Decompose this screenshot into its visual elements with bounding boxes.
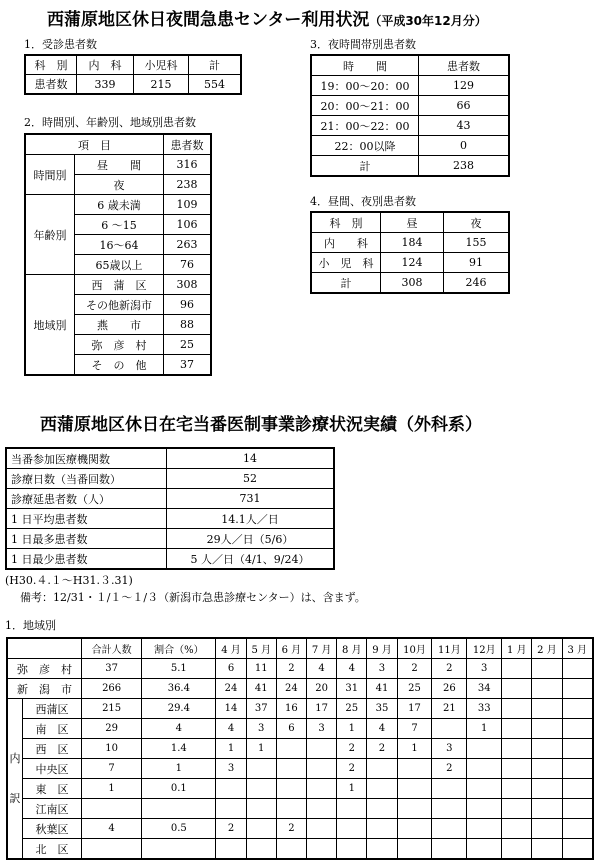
value-cell: 0.1: [142, 779, 216, 799]
header-cell: 小児科: [134, 55, 189, 75]
value-cell: [307, 759, 337, 779]
value-cell: 43: [419, 116, 510, 136]
value-cell: 14: [216, 699, 246, 719]
header-cell: 10月: [397, 638, 432, 659]
value-cell: 29.4: [142, 699, 216, 719]
value-cell: [562, 759, 593, 779]
value-cell: [276, 779, 306, 799]
value-cell: [502, 779, 532, 799]
row-label: 西 区: [23, 739, 82, 759]
value-cell: [502, 799, 532, 819]
value-cell: 238: [164, 175, 212, 195]
table-row: [311, 273, 509, 294]
table-row: [7, 779, 593, 799]
note-text: 備考：12/31・１/１～１/３（新潟市急患診療センター）は、含まず。: [20, 591, 366, 604]
value-cell: [562, 699, 593, 719]
sec4-label: 4．昼間、夜別患者数: [310, 195, 416, 208]
value-cell: 41: [367, 679, 397, 699]
value-cell: 7: [82, 759, 142, 779]
value-cell: 66: [419, 96, 510, 116]
value-cell: 1: [337, 779, 367, 799]
table-row: [7, 679, 593, 699]
row-label: 小 児 科: [311, 253, 381, 273]
header-cell: 患者数: [419, 55, 510, 76]
value-cell: 11: [246, 659, 276, 679]
value-cell: 0.5: [142, 819, 216, 839]
value-cell: 3: [246, 719, 276, 739]
value-cell: 155: [444, 233, 510, 253]
header-cell: 5 月: [246, 638, 276, 659]
header-cell: 科 別: [25, 55, 77, 75]
value-cell: 21: [432, 699, 467, 719]
header-cell: 項 目: [25, 134, 164, 155]
header-cell: 11月: [432, 638, 467, 659]
value-cell: 109: [164, 195, 212, 215]
value-cell: [307, 779, 337, 799]
value-cell: [432, 779, 467, 799]
page-title: [47, 5, 487, 30]
value-cell: 14.1人／日: [167, 509, 335, 529]
value-cell: [562, 779, 593, 799]
value-cell: [532, 759, 562, 779]
value-cell: [502, 699, 532, 719]
value-cell: 5 人／日（4/1、9/24）: [167, 549, 335, 570]
value-cell: [246, 759, 276, 779]
uchiwake-label: 内訳: [7, 699, 23, 860]
value-cell: 37: [82, 659, 142, 679]
value-cell: 1: [467, 719, 502, 739]
value-cell: [397, 839, 432, 860]
value-cell: [367, 799, 397, 819]
value-cell: 29人／日（5/6）: [167, 529, 335, 549]
table-row: [311, 136, 509, 156]
group-label: 地域別: [25, 275, 75, 376]
value-cell: 339: [77, 75, 134, 95]
value-cell: [367, 819, 397, 839]
header-cell: 1 月: [502, 638, 532, 659]
value-cell: 6: [216, 659, 246, 679]
value-cell: [467, 819, 502, 839]
table-row: [25, 75, 241, 95]
row-label: 計: [311, 156, 419, 177]
sec4-table: [310, 211, 510, 294]
value-cell: 2: [337, 739, 367, 759]
row-label: 内 科: [311, 233, 381, 253]
table-row: [7, 819, 593, 839]
row-label: 当番参加医療機関数: [6, 448, 167, 469]
row-label: 診療日数（当番回数）: [6, 469, 167, 489]
value-cell: 17: [397, 699, 432, 719]
value-cell: [432, 819, 467, 839]
value-cell: 14: [167, 448, 335, 469]
value-cell: 215: [82, 699, 142, 719]
table-row: [6, 448, 334, 469]
region-table: [6, 637, 594, 860]
value-cell: 308: [164, 275, 212, 295]
value-cell: 4: [307, 659, 337, 679]
value-cell: 308: [381, 273, 444, 294]
value-cell: 106: [164, 215, 212, 235]
value-cell: [467, 799, 502, 819]
header-cell: 割合（%）: [142, 638, 216, 659]
value-cell: [532, 819, 562, 839]
table-row: [311, 116, 509, 136]
value-cell: 1: [397, 739, 432, 759]
value-cell: 41: [246, 679, 276, 699]
value-cell: [432, 719, 467, 739]
row-label: 患者数: [25, 75, 77, 95]
value-cell: [562, 739, 593, 759]
value-cell: [367, 839, 397, 860]
row-label: 22：00以降: [311, 136, 419, 156]
value-cell: 3: [307, 719, 337, 739]
value-cell: [216, 799, 246, 819]
table-row: [7, 759, 593, 779]
value-cell: 3: [467, 659, 502, 679]
table-row: [311, 156, 509, 177]
sec3-table: [310, 54, 510, 177]
value-cell: 76: [164, 255, 212, 275]
value-cell: [467, 759, 502, 779]
value-cell: [307, 739, 337, 759]
value-cell: [337, 839, 367, 860]
table-row: [25, 275, 211, 295]
row-label: 1 日最少患者数: [6, 549, 167, 570]
value-cell: [367, 779, 397, 799]
value-cell: 16: [276, 699, 306, 719]
value-cell: 29: [82, 719, 142, 739]
value-cell: [502, 719, 532, 739]
value-cell: 2: [276, 819, 306, 839]
value-cell: [562, 819, 593, 839]
table-row: [7, 659, 593, 679]
row-label: 弥 彦 村: [7, 659, 82, 679]
value-cell: 7: [397, 719, 432, 739]
table-row: [7, 638, 593, 659]
value-cell: [397, 759, 432, 779]
row-label: その他新潟市: [75, 295, 164, 315]
value-cell: [562, 799, 593, 819]
table-row: [7, 719, 593, 739]
value-cell: [562, 659, 593, 679]
value-cell: [467, 779, 502, 799]
value-cell: [532, 779, 562, 799]
sec2-table: [24, 133, 212, 376]
value-cell: [502, 659, 532, 679]
value-cell: 5.1: [142, 659, 216, 679]
value-cell: 20: [307, 679, 337, 699]
table-row: [6, 469, 334, 489]
value-cell: [246, 779, 276, 799]
section-title: 西蒲原地区休日在宅当番医制事業診療状況実績（外科系）: [40, 415, 482, 435]
value-cell: [82, 799, 142, 819]
table-row: [311, 55, 509, 76]
value-cell: [562, 839, 593, 860]
sec6-label: 1．地域別: [5, 619, 56, 632]
value-cell: [532, 659, 562, 679]
value-cell: 246: [444, 273, 510, 294]
sec2-label: 2．時間別、年齢別、地域別患者数: [24, 116, 196, 129]
value-cell: 26: [432, 679, 467, 699]
value-cell: 4: [142, 719, 216, 739]
header-cell: 8 月: [337, 638, 367, 659]
value-cell: 184: [381, 233, 444, 253]
value-cell: 4: [367, 719, 397, 739]
value-cell: 37: [164, 355, 212, 376]
title-text: 西蒲原地区休日夜間急患センター利用状況: [47, 10, 370, 30]
value-cell: 1.4: [142, 739, 216, 759]
value-cell: [562, 679, 593, 699]
value-cell: 1: [142, 759, 216, 779]
table-row: [7, 839, 593, 860]
header-cell: 9 月: [367, 638, 397, 659]
value-cell: [142, 799, 216, 819]
value-cell: 1: [246, 739, 276, 759]
value-cell: 266: [82, 679, 142, 699]
value-cell: 129: [419, 76, 510, 96]
value-cell: 2: [432, 659, 467, 679]
table-row: [25, 155, 211, 175]
value-cell: [502, 679, 532, 699]
value-cell: 215: [134, 75, 189, 95]
value-cell: [246, 799, 276, 819]
value-cell: 1: [82, 779, 142, 799]
value-cell: 731: [167, 489, 335, 509]
sec1-table: [24, 54, 242, 95]
table-row: [6, 549, 334, 570]
row-label: 16～64: [75, 235, 164, 255]
header-cell: 時 間: [311, 55, 419, 76]
header-cell: 患者数: [164, 134, 212, 155]
value-cell: 24: [216, 679, 246, 699]
value-cell: 25: [397, 679, 432, 699]
value-cell: [502, 839, 532, 860]
value-cell: 263: [164, 235, 212, 255]
header-cell: 7 月: [307, 638, 337, 659]
row-label: 20：00～21：00: [311, 96, 419, 116]
value-cell: [397, 779, 432, 799]
value-cell: [276, 839, 306, 860]
header-cell: [7, 638, 82, 659]
value-cell: [276, 799, 306, 819]
table-row: [6, 509, 334, 529]
row-label: 弥 彦 村: [75, 335, 164, 355]
header-cell: 計: [189, 55, 242, 75]
value-cell: 238: [419, 156, 510, 177]
row-label: 昼 間: [75, 155, 164, 175]
value-cell: 88: [164, 315, 212, 335]
row-label: 南 区: [23, 719, 82, 739]
value-cell: 35: [367, 699, 397, 719]
table-row: [6, 489, 334, 509]
value-cell: 3: [432, 739, 467, 759]
value-cell: [337, 819, 367, 839]
value-cell: 52: [167, 469, 335, 489]
value-cell: [216, 779, 246, 799]
row-label: 西 蒲 区: [75, 275, 164, 295]
row-label: 燕 市: [75, 315, 164, 335]
table-row: [6, 529, 334, 549]
value-cell: [307, 839, 337, 860]
row-label: 東 区: [23, 779, 82, 799]
value-cell: 33: [467, 699, 502, 719]
value-cell: [246, 819, 276, 839]
value-cell: [432, 839, 467, 860]
header-cell: 2 月: [532, 638, 562, 659]
value-cell: 1: [337, 719, 367, 739]
value-cell: [307, 819, 337, 839]
value-cell: [337, 799, 367, 819]
value-cell: 6: [276, 719, 306, 739]
value-cell: 91: [444, 253, 510, 273]
header-cell: 昼: [381, 212, 444, 233]
value-cell: 4: [216, 719, 246, 739]
value-cell: [397, 799, 432, 819]
row-label: 1 日平均患者数: [6, 509, 167, 529]
row-label: 中央区: [23, 759, 82, 779]
table-row: [311, 212, 509, 233]
header-cell: 科 別: [311, 212, 381, 233]
header-cell: 合計人数: [82, 638, 142, 659]
header-cell: 12月: [467, 638, 502, 659]
value-cell: 36.4: [142, 679, 216, 699]
value-cell: [307, 799, 337, 819]
value-cell: [276, 759, 306, 779]
table-row: [25, 55, 241, 75]
value-cell: 4: [82, 819, 142, 839]
header-cell: 夜: [444, 212, 510, 233]
value-cell: [562, 719, 593, 739]
value-cell: 96: [164, 295, 212, 315]
group-label: 時間別: [25, 155, 75, 195]
value-cell: 0: [419, 136, 510, 156]
value-cell: 2: [216, 819, 246, 839]
value-cell: 31: [337, 679, 367, 699]
row-label: 江南区: [23, 799, 82, 819]
value-cell: [82, 839, 142, 860]
value-cell: [502, 759, 532, 779]
title-period: （平成30年12月分）: [369, 14, 487, 28]
table-row: [25, 134, 211, 155]
row-label: 65歳以上: [75, 255, 164, 275]
row-label: 北 区: [23, 839, 82, 860]
value-cell: 2: [367, 739, 397, 759]
table-row: [7, 699, 593, 719]
value-cell: [367, 759, 397, 779]
row-label: 1 日最多患者数: [6, 529, 167, 549]
value-cell: [432, 799, 467, 819]
period-text: (H30.４.１～H31.３.31): [5, 574, 133, 587]
value-cell: [532, 839, 562, 860]
value-cell: [532, 679, 562, 699]
value-cell: [467, 739, 502, 759]
value-cell: [216, 839, 246, 860]
table-row: [7, 739, 593, 759]
header-cell: 6 月: [276, 638, 306, 659]
value-cell: 124: [381, 253, 444, 273]
value-cell: [532, 739, 562, 759]
row-label: 新 潟 市: [7, 679, 82, 699]
value-cell: [532, 799, 562, 819]
group-label: 年齢別: [25, 195, 75, 275]
value-cell: 24: [276, 679, 306, 699]
value-cell: [397, 819, 432, 839]
value-cell: [502, 739, 532, 759]
value-cell: [502, 819, 532, 839]
value-cell: [142, 839, 216, 860]
value-cell: [532, 699, 562, 719]
table-row: [311, 233, 509, 253]
header-cell: 4 月: [216, 638, 246, 659]
value-cell: 1: [216, 739, 246, 759]
table-row: [311, 253, 509, 273]
value-cell: 25: [164, 335, 212, 355]
sec3-label: 3．夜時間帯別患者数: [310, 38, 416, 51]
table-row: [7, 799, 593, 819]
value-cell: 3: [216, 759, 246, 779]
value-cell: 37: [246, 699, 276, 719]
value-cell: 554: [189, 75, 242, 95]
value-cell: 3: [367, 659, 397, 679]
value-cell: 4: [337, 659, 367, 679]
value-cell: 2: [432, 759, 467, 779]
table-row: [311, 76, 509, 96]
row-label: そ の 他: [75, 355, 164, 376]
row-label: 秋葉区: [23, 819, 82, 839]
row-label: 診療延患者数（人）: [6, 489, 167, 509]
row-label: 21：00～22：00: [311, 116, 419, 136]
value-cell: 2: [337, 759, 367, 779]
summary-table: [5, 447, 335, 570]
value-cell: 17: [307, 699, 337, 719]
row-label: 西蒲区: [23, 699, 82, 719]
value-cell: 316: [164, 155, 212, 175]
value-cell: [246, 839, 276, 860]
value-cell: 10: [82, 739, 142, 759]
row-label: 計: [311, 273, 381, 294]
header-cell: 内 科: [77, 55, 134, 75]
value-cell: [467, 839, 502, 860]
row-label: 19：00～20：00: [311, 76, 419, 96]
row-label: 夜: [75, 175, 164, 195]
header-cell: 3 月: [562, 638, 593, 659]
row-label: 6 ～15: [75, 215, 164, 235]
value-cell: 34: [467, 679, 502, 699]
sec1-label: 1．受診患者数: [24, 38, 97, 51]
table-row: [311, 96, 509, 116]
value-cell: 2: [397, 659, 432, 679]
row-label: 6 歳未満: [75, 195, 164, 215]
value-cell: [532, 719, 562, 739]
value-cell: 25: [337, 699, 367, 719]
value-cell: 2: [276, 659, 306, 679]
table-row: [25, 195, 211, 215]
value-cell: [276, 739, 306, 759]
